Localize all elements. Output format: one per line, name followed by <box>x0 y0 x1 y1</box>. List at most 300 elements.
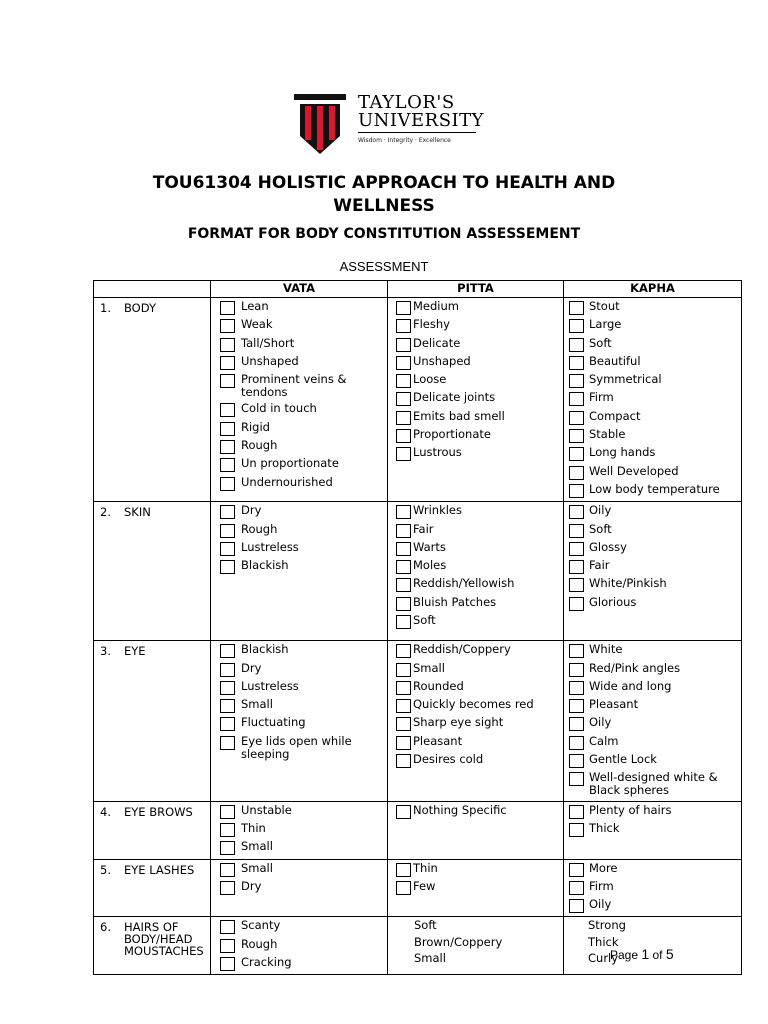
option-item[interactable] <box>211 421 387 436</box>
option-list <box>564 298 741 498</box>
checkbox[interactable] <box>220 939 235 953</box>
option-item[interactable] <box>564 337 741 352</box>
category-number: 4. <box>100 804 111 819</box>
checkbox[interactable] <box>220 957 235 971</box>
kapha-options-cell <box>564 298 742 502</box>
category-cell <box>94 298 211 502</box>
checkbox[interactable] <box>220 841 235 855</box>
option-label: Unshaped <box>413 353 471 368</box>
pitta-options-cell <box>388 502 564 641</box>
checkbox[interactable] <box>396 578 411 592</box>
checkbox[interactable] <box>396 805 411 819</box>
option-item[interactable] <box>388 373 563 388</box>
option-item[interactable] <box>388 391 563 406</box>
option-label: Unstable <box>241 802 292 817</box>
checkbox[interactable] <box>569 447 584 461</box>
option-item <box>388 919 563 932</box>
kapha-options-cell <box>564 641 742 801</box>
logo-divider <box>358 132 476 133</box>
option-label: Undernourished <box>241 474 333 489</box>
university-crest-icon <box>292 92 348 158</box>
checkbox[interactable] <box>569 681 584 695</box>
checkbox[interactable] <box>220 560 235 574</box>
option-item[interactable] <box>564 504 741 519</box>
option-item[interactable] <box>388 753 563 768</box>
checkbox[interactable] <box>569 663 584 677</box>
checkbox[interactable] <box>569 374 584 388</box>
option-item[interactable] <box>564 735 741 750</box>
option-item[interactable] <box>211 439 387 454</box>
option-label: Fluctuating <box>241 715 306 730</box>
option-list <box>388 298 563 461</box>
option-item[interactable] <box>388 716 563 731</box>
option-label: Oily <box>589 715 612 730</box>
option-item[interactable] <box>564 680 741 695</box>
option-label: Fair <box>413 521 434 536</box>
option-label: Lean <box>241 299 269 313</box>
option-item[interactable] <box>211 735 387 761</box>
option-label: Delicate joints <box>413 390 496 405</box>
option-item[interactable] <box>388 698 563 713</box>
document-title: TOU61304 HOLISTIC APPROACH TO HEALTH AND WELLNESS <box>152 173 616 216</box>
option-item[interactable] <box>388 735 563 750</box>
option-item[interactable] <box>211 643 387 658</box>
option-list <box>211 641 387 760</box>
checkbox[interactable] <box>396 560 411 574</box>
option-item[interactable] <box>211 919 387 934</box>
checkbox[interactable] <box>220 542 235 556</box>
checkbox[interactable] <box>396 681 411 695</box>
option-item[interactable] <box>564 559 741 574</box>
footer-prefix: Page <box>610 948 642 962</box>
checkbox[interactable] <box>569 338 584 352</box>
option-label: Proportionate <box>413 427 491 442</box>
option-label: Cracking <box>241 955 292 970</box>
checkbox[interactable] <box>396 301 411 315</box>
option-label: Reddish/Coppery <box>413 642 511 657</box>
option-label: Thin <box>241 820 266 835</box>
checkbox[interactable] <box>220 338 235 352</box>
pitta-options-cell <box>388 298 564 502</box>
option-item[interactable] <box>211 698 387 713</box>
option-item[interactable] <box>211 318 387 333</box>
option-item[interactable] <box>211 541 387 556</box>
option-item[interactable] <box>211 457 387 472</box>
option-item[interactable] <box>564 577 741 592</box>
checkbox[interactable] <box>396 644 411 658</box>
checkbox[interactable] <box>569 560 584 574</box>
option-item <box>564 919 741 932</box>
option-item[interactable] <box>564 373 741 388</box>
checkbox[interactable] <box>220 863 235 877</box>
logo-tagline: Wisdom · Integrity · Excellence <box>358 137 451 144</box>
option-label: Loose <box>413 372 447 387</box>
option-label: Red/Pink angles <box>589 660 681 675</box>
option-label: Reddish/Yellowish <box>413 576 515 591</box>
checkbox[interactable] <box>396 374 411 388</box>
pitta-options-cell <box>388 917 564 975</box>
option-label: Symmetrical <box>589 372 662 387</box>
checkbox[interactable] <box>396 356 411 370</box>
checkbox[interactable] <box>220 663 235 677</box>
table-row <box>94 801 742 859</box>
option-label: Small <box>241 839 273 854</box>
checkbox[interactable] <box>396 429 411 443</box>
option-label: More <box>589 860 618 875</box>
table-row <box>94 859 742 917</box>
option-list <box>388 802 563 819</box>
kapha-options-cell <box>564 801 742 859</box>
category-cell <box>94 502 211 641</box>
checkbox[interactable] <box>220 477 235 491</box>
checkbox[interactable] <box>396 338 411 352</box>
option-item[interactable] <box>388 577 563 592</box>
option-label: Delicate <box>413 335 461 350</box>
category-cell <box>94 801 211 859</box>
option-label: Thin <box>413 860 438 875</box>
option-list <box>211 860 387 895</box>
option-item[interactable] <box>211 822 387 837</box>
footer-page-total: 5 <box>665 946 674 962</box>
category-cell <box>94 859 211 917</box>
option-label: Well-designed white & Black spheres <box>589 770 718 798</box>
checkbox[interactable] <box>569 754 584 768</box>
checkbox[interactable] <box>396 447 411 461</box>
option-item[interactable] <box>388 596 563 611</box>
option-item[interactable] <box>564 716 741 731</box>
option-item[interactable] <box>564 355 741 370</box>
option-label: Small <box>413 660 445 675</box>
option-item[interactable] <box>564 523 741 538</box>
header-pitta: PITTA <box>388 281 564 298</box>
option-list <box>564 502 741 610</box>
checkbox[interactable] <box>220 505 235 519</box>
category-label: SKIN <box>124 505 151 520</box>
checkbox[interactable] <box>396 881 411 895</box>
option-item[interactable] <box>564 541 741 556</box>
category-number: 6. <box>100 920 111 935</box>
checkbox[interactable] <box>569 717 584 731</box>
option-item[interactable] <box>564 465 741 480</box>
category-label: EYE LASHES <box>124 862 195 877</box>
option-item[interactable] <box>564 410 741 425</box>
option-item[interactable] <box>388 614 563 629</box>
option-item[interactable] <box>388 355 563 370</box>
option-item[interactable] <box>211 523 387 538</box>
option-label: Firm <box>589 390 614 405</box>
page-footer <box>610 946 674 962</box>
checkbox[interactable] <box>220 422 235 436</box>
checkbox[interactable] <box>569 524 584 538</box>
option-label: Cold in touch <box>241 401 317 416</box>
option-item[interactable] <box>564 446 741 461</box>
checkbox[interactable] <box>220 524 235 538</box>
option-item[interactable] <box>388 300 563 315</box>
category-cell <box>94 917 211 975</box>
option-label: Scanty <box>241 918 281 933</box>
pitta-options-cell <box>388 801 564 859</box>
option-item[interactable] <box>564 698 741 713</box>
checkbox[interactable] <box>569 863 584 877</box>
footer-of: of <box>649 948 666 962</box>
option-list <box>211 502 387 574</box>
option-label: Un proportionate <box>241 456 339 471</box>
table-row <box>94 502 742 641</box>
option-item[interactable] <box>211 662 387 677</box>
option-item[interactable] <box>211 880 387 895</box>
checkbox[interactable] <box>220 458 235 472</box>
category-number: 2. <box>100 505 111 520</box>
checkbox[interactable] <box>569 772 584 786</box>
option-item[interactable] <box>211 862 387 877</box>
option-label: Fair <box>589 558 610 573</box>
option-label: Thick <box>589 820 620 835</box>
option-list <box>564 802 741 837</box>
option-item[interactable] <box>211 559 387 574</box>
option-item[interactable] <box>211 716 387 731</box>
option-item[interactable] <box>211 680 387 695</box>
option-label: Beautiful <box>589 353 641 368</box>
vata-options-cell <box>211 502 388 641</box>
category-number: 1. <box>100 301 111 315</box>
checkbox[interactable] <box>220 823 235 837</box>
checkbox[interactable] <box>569 505 584 519</box>
option-item[interactable] <box>211 504 387 519</box>
checkbox[interactable] <box>396 615 411 629</box>
option-item[interactable] <box>388 559 563 574</box>
option-label: Dry <box>241 503 262 518</box>
option-item <box>388 936 563 949</box>
option-item[interactable] <box>564 662 741 677</box>
option-label: Rigid <box>241 419 270 434</box>
option-label: Dry <box>241 660 262 675</box>
checkbox[interactable] <box>220 736 235 750</box>
option-list <box>564 860 741 914</box>
option-item[interactable] <box>388 428 563 443</box>
option-item[interactable] <box>211 300 387 315</box>
vata-options-cell <box>211 859 388 917</box>
checkbox[interactable] <box>220 644 235 658</box>
option-item[interactable] <box>211 956 387 971</box>
checkbox[interactable] <box>396 524 411 538</box>
checkbox[interactable] <box>220 717 235 731</box>
option-item[interactable] <box>388 446 563 461</box>
option-label: Moles <box>413 558 447 573</box>
option-label: Compact <box>589 408 641 423</box>
option-item[interactable] <box>564 643 741 658</box>
option-label: Plenty of hairs <box>589 802 672 817</box>
checkbox[interactable] <box>569 301 584 315</box>
checkbox[interactable] <box>220 301 235 315</box>
option-label: Stout <box>589 299 620 313</box>
option-label: Low body temperature <box>589 481 720 496</box>
option-item[interactable] <box>564 862 741 877</box>
option-label: Pleasant <box>413 733 463 748</box>
option-label: Brown/Coppery <box>414 934 503 949</box>
checkbox[interactable] <box>569 644 584 658</box>
checkbox[interactable] <box>569 736 584 750</box>
option-label: Well Developed <box>589 463 679 478</box>
checkbox[interactable] <box>569 881 584 895</box>
option-item[interactable] <box>564 391 741 406</box>
checkbox[interactable] <box>220 681 235 695</box>
checkbox[interactable] <box>220 881 235 895</box>
checkbox[interactable] <box>396 392 411 406</box>
option-label: Weak <box>241 317 273 332</box>
option-item[interactable] <box>388 880 563 895</box>
option-item[interactable] <box>211 355 387 370</box>
option-label: Rounded <box>413 678 464 693</box>
checkbox[interactable] <box>396 663 411 677</box>
checkbox[interactable] <box>569 319 584 333</box>
checkbox[interactable] <box>220 374 235 388</box>
option-label: Nothing Specific <box>413 802 507 817</box>
option-label: Thick <box>588 934 619 949</box>
document-subtitle: FORMAT FOR BODY CONSTITUTION ASSESSEMENT <box>187 226 581 242</box>
option-label: Rough <box>241 438 278 453</box>
checkbox[interactable] <box>220 805 235 819</box>
checkbox[interactable] <box>396 319 411 333</box>
category-label: EYE <box>124 644 146 659</box>
option-item[interactable] <box>388 410 563 425</box>
checkbox[interactable] <box>220 356 235 370</box>
option-item[interactable] <box>564 753 741 768</box>
footer-page-number: 1 <box>641 946 650 962</box>
assessment-table <box>93 280 742 975</box>
option-list <box>388 641 563 768</box>
checkbox[interactable] <box>569 899 584 913</box>
option-item[interactable] <box>388 318 563 333</box>
option-label: Gentle Lock <box>589 752 657 767</box>
vata-options-cell <box>211 917 388 975</box>
option-label: Wide and long <box>589 678 672 693</box>
option-label: Soft <box>589 521 612 536</box>
option-item[interactable] <box>211 476 387 491</box>
option-label: Warts <box>413 539 446 554</box>
option-label: Quickly becomes red <box>413 697 534 712</box>
option-item[interactable] <box>388 643 563 658</box>
option-label: Lustreless <box>241 539 299 554</box>
vata-options-cell <box>211 641 388 801</box>
option-label: Soft <box>413 613 436 628</box>
checkbox[interactable] <box>569 823 584 837</box>
checkbox[interactable] <box>396 754 411 768</box>
option-item[interactable] <box>388 541 563 556</box>
checkbox[interactable] <box>569 429 584 443</box>
category-label: BODY <box>124 301 156 315</box>
checkbox[interactable] <box>569 578 584 592</box>
option-label: Calm <box>589 733 619 748</box>
option-item[interactable] <box>564 300 741 315</box>
pitta-options-cell <box>388 859 564 917</box>
table-row <box>94 298 742 502</box>
option-label: Medium <box>413 299 459 313</box>
option-label: Desires cold <box>413 752 484 767</box>
checkbox[interactable] <box>569 597 584 611</box>
option-list <box>388 860 563 895</box>
checkbox[interactable] <box>396 542 411 556</box>
checkbox[interactable] <box>396 717 411 731</box>
option-item[interactable] <box>211 804 387 819</box>
option-item[interactable] <box>564 822 741 837</box>
option-label: Dry <box>241 878 262 893</box>
checkbox[interactable] <box>220 403 235 417</box>
category-label: HAIRS OF BODY/HEAD MOUSTACHES <box>124 920 204 959</box>
option-item[interactable] <box>564 804 741 819</box>
option-label: Stable <box>589 427 626 442</box>
option-item[interactable] <box>211 840 387 855</box>
option-item[interactable] <box>388 523 563 538</box>
option-item[interactable] <box>564 880 741 895</box>
option-item <box>388 952 563 965</box>
checkbox[interactable] <box>569 356 584 370</box>
checkbox[interactable] <box>569 699 584 713</box>
option-label: Emits bad smell <box>413 408 505 423</box>
option-item[interactable] <box>388 804 563 819</box>
option-list <box>388 917 563 965</box>
option-item[interactable] <box>564 483 741 498</box>
checkbox[interactable] <box>569 392 584 406</box>
checkbox[interactable] <box>569 484 584 498</box>
option-item[interactable] <box>564 318 741 333</box>
checkbox[interactable] <box>569 805 584 819</box>
vata-options-cell <box>211 801 388 859</box>
option-item[interactable] <box>211 402 387 417</box>
option-label: Small <box>414 951 446 966</box>
checkbox[interactable] <box>396 863 411 877</box>
option-label: Pleasant <box>589 697 639 712</box>
option-label: Rough <box>241 521 278 536</box>
option-item[interactable] <box>564 898 741 913</box>
kapha-options-cell <box>564 859 742 917</box>
option-item[interactable] <box>388 337 563 352</box>
option-label: Unshaped <box>241 353 299 368</box>
option-label: Lustrous <box>413 445 462 460</box>
option-item[interactable] <box>211 373 387 399</box>
checkbox[interactable] <box>220 699 235 713</box>
option-label: Wrinkles <box>413 503 462 518</box>
option-list <box>211 917 387 971</box>
checkbox[interactable] <box>220 319 235 333</box>
option-item[interactable] <box>564 428 741 443</box>
checkbox[interactable] <box>569 466 584 480</box>
option-item[interactable] <box>388 504 563 519</box>
checkbox[interactable] <box>396 411 411 425</box>
checkbox[interactable] <box>220 920 235 934</box>
table-header-row <box>94 281 742 298</box>
option-item[interactable] <box>564 771 741 797</box>
checkbox[interactable] <box>220 440 235 454</box>
category-number: 3. <box>100 644 111 659</box>
option-item[interactable] <box>388 862 563 877</box>
checkbox[interactable] <box>569 411 584 425</box>
checkbox[interactable] <box>396 736 411 750</box>
option-item[interactable] <box>211 337 387 352</box>
option-item[interactable] <box>388 662 563 677</box>
option-item[interactable] <box>388 680 563 695</box>
option-label: Blackish <box>241 558 289 573</box>
option-label: Soft <box>414 918 437 933</box>
checkbox[interactable] <box>396 699 411 713</box>
option-item[interactable] <box>564 596 741 611</box>
option-label: Bluish Patches <box>413 594 497 609</box>
option-label: Strong <box>588 918 626 933</box>
checkbox[interactable] <box>396 505 411 519</box>
option-item[interactable] <box>211 938 387 953</box>
checkbox[interactable] <box>396 597 411 611</box>
checkbox[interactable] <box>569 542 584 556</box>
option-label: Oily <box>589 503 612 518</box>
